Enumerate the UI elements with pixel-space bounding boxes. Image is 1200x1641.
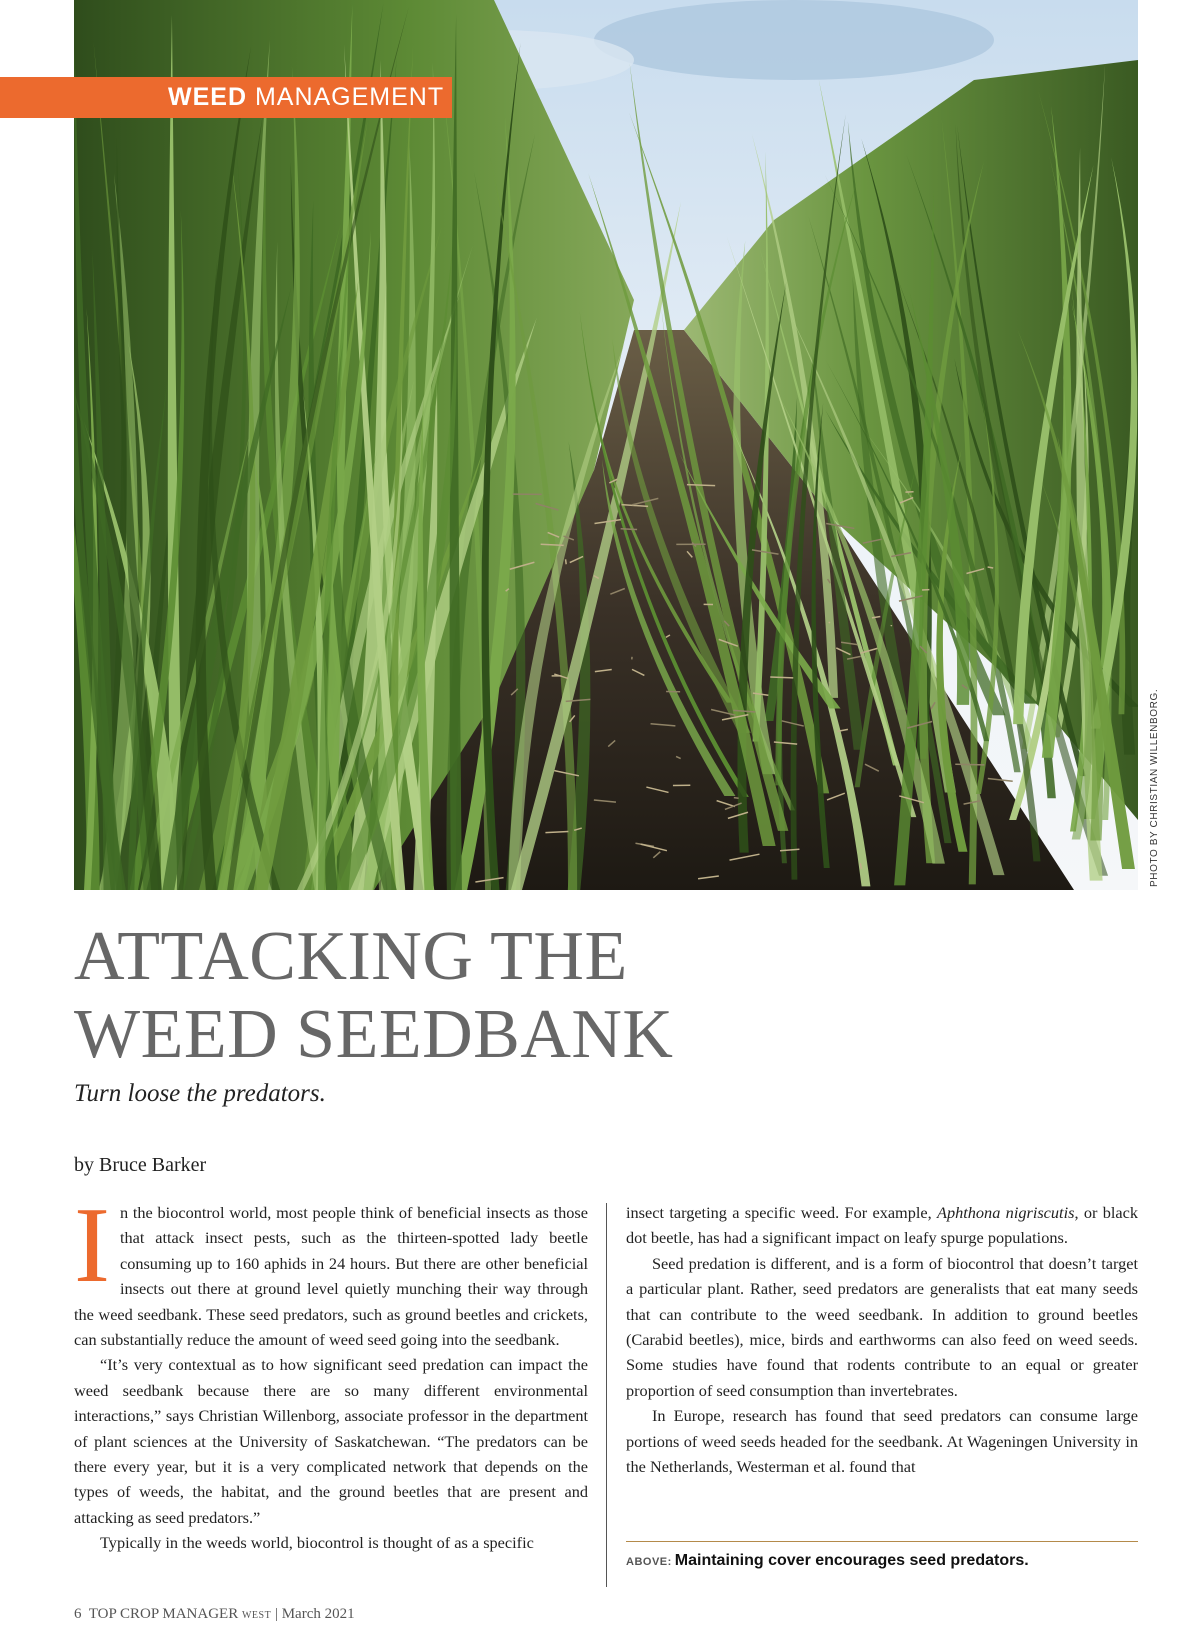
headline-line-2: WEED SEEDBANK [74, 996, 674, 1073]
magazine-edition: WEST [241, 1610, 272, 1621]
paragraph-1: n the biocontrol world, most people think of beneficial insects as those that attack insect pests, such as the thirteen-spotted lady beetle consuming up to 160 aphids in 24 hours. But there are other beneficial insects out there at ground level quietly munching their way through the weed seedbank. These seed predators, such as ground beetles and crickets, can substantially reduce the amount of weed seed going into the seedbank. [74, 1203, 588, 1350]
page-number: 6 [74, 1606, 82, 1622]
caption-label: ABOVE: [626, 1556, 672, 1568]
straw-piece [734, 798, 739, 799]
caption-text: Maintaining cover encourages seed predators. [674, 1552, 1029, 1569]
section-tag-rest: MANAGEMENT [247, 83, 445, 111]
drop-cap: I [74, 1186, 110, 1305]
caption-divider [626, 1541, 1138, 1542]
paragraph-4-end: , or black dot beetle, has had a significant impact on leafy spurge populations. [626, 1203, 1139, 1248]
paragraph-4-start: insect targeting a specific weed. For example, [626, 1203, 938, 1222]
magazine-name: TOP CROP MANAGER [88, 1606, 239, 1622]
paragraph-3: Typically in the weeds world, biocontrol is thought of as a specific [100, 1533, 534, 1553]
column-divider [606, 1203, 607, 1587]
body-column-right [626, 1200, 1138, 1479]
straw-piece [770, 677, 793, 678]
photo-caption [626, 1552, 1146, 1570]
species-name: Aphthona nigriscutis [937, 1203, 1075, 1222]
paragraph-4 [626, 1200, 1138, 1251]
footer-separator: | [274, 1606, 278, 1622]
article-headline [74, 918, 874, 1074]
straw-piece [566, 559, 567, 564]
section-tag-bold: WEED [168, 83, 247, 111]
straw-piece [988, 567, 994, 568]
section-tag [0, 77, 452, 118]
straw-piece [621, 529, 637, 530]
hero-photo [74, 0, 1138, 890]
issue-date: March 2021 [281, 1606, 355, 1622]
straw-piece [687, 485, 715, 486]
straw-piece [955, 764, 984, 765]
photo-credit: PHOTO BY CHRISTIAN WILLENBORG. [1149, 688, 1160, 887]
paragraph-2: “It’s very contextual as to how significant seed predation can impact the weed seedbank because there are so many different environmental interactions,” says Christian Willenborg, associate professor in the department of plant sciences at the University of Saskatchewan. “The predators can be there every year, but it is a very complicated network that depends on the types of weeds, the habitat, and the ground beetles that are present and attacking as seed predators.” [74, 1355, 588, 1527]
straw-piece [829, 622, 830, 623]
paragraph-6: In Europe, research has found that seed predators can consume large portions of weed seeds headed for the seedbank. At Wageningen University in the Netherlands, Westerman et al. found that [626, 1406, 1138, 1477]
page-footer [74, 1606, 355, 1623]
headline-line-1: ATTACKING THE [74, 918, 628, 995]
article-deck: Turn loose the predators. [74, 1080, 326, 1107]
article-byline: by Bruce Barker [74, 1154, 207, 1176]
paragraph-5: Seed predation is different, and is a form of biocontrol that doesn’t target a particular plant. Rather, seed predators are generalists that eat many seeds that can contribute to the weed seedbank. In addition to ground beetles (Carabid beetles), mice, birds and earthworms can also feed on weed seeds. Some studies have found that rodents contribute to an equal or greater proportion of seed consumption than invertebrates. [626, 1253, 1138, 1400]
wheat-field-image [74, 0, 1138, 890]
body-column-left [74, 1186, 588, 1556]
